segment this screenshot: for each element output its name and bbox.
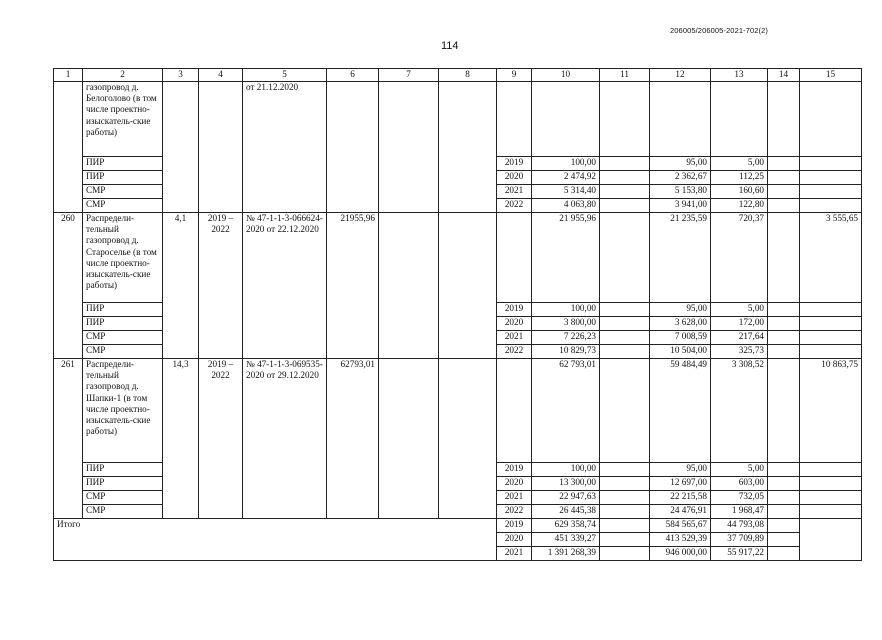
- empty-cell: [600, 491, 650, 505]
- empty-cell: [768, 519, 800, 533]
- empty-cell: [800, 185, 862, 199]
- object-cost: 62793,01: [327, 359, 379, 519]
- empty-cell: [800, 171, 862, 185]
- empty-cell: [439, 82, 497, 213]
- object-cost: [327, 82, 379, 213]
- stage-c12: 3 628,00: [650, 317, 711, 331]
- stage-c10: 26 445,38: [532, 505, 600, 519]
- totals-c13: 44 793,08: [711, 519, 768, 533]
- stage-year: 2021: [497, 331, 532, 345]
- empty-cell: [768, 463, 800, 477]
- stage-c12: 95,00: [650, 157, 711, 171]
- stage-c10: 4 063,80: [532, 199, 600, 213]
- stage-year: 2019: [497, 303, 532, 317]
- stage-c10: 3 800,00: [532, 317, 600, 331]
- empty-cell: [768, 303, 800, 317]
- totals-row: [54, 519, 862, 533]
- stage-c12: 22 215,58: [650, 491, 711, 505]
- empty-cell: [768, 533, 800, 547]
- empty-cell: [600, 213, 650, 303]
- empty-cell: [600, 185, 650, 199]
- empty-cell: [379, 82, 439, 213]
- stage-c12: 12 697,00: [650, 477, 711, 491]
- stage-label: ПИР: [83, 463, 163, 477]
- empty-cell: [800, 331, 862, 345]
- total-year: [497, 213, 532, 303]
- empty-cell: [800, 317, 862, 331]
- empty-cell: [600, 547, 650, 561]
- totals-c10: 1 391 268,39: [532, 547, 600, 561]
- empty-cell: [600, 519, 650, 533]
- stage-label: ПИР: [83, 157, 163, 171]
- total-c12: 59 484,49: [650, 359, 711, 463]
- empty-cell: [768, 199, 800, 213]
- stage-c10: 100,00: [532, 463, 600, 477]
- stage-c12: 5 153,80: [650, 185, 711, 199]
- empty-cell: [768, 185, 800, 199]
- column-number-row: [54, 69, 862, 82]
- object-period: [199, 82, 243, 213]
- object-contract: № 47-1-1-3-069535-2020 от 29.12.2020: [243, 359, 327, 519]
- col-header: 6: [327, 69, 379, 82]
- stage-c10: 7 226,23: [532, 331, 600, 345]
- object-length: 4,1: [163, 213, 199, 359]
- stage-c13: 325,73: [711, 345, 768, 359]
- empty-cell: [600, 82, 650, 157]
- totals-c13: 37 709,89: [711, 533, 768, 547]
- object-number: 260: [54, 213, 83, 359]
- empty-cell: [768, 213, 800, 303]
- col-header: 1: [54, 69, 83, 82]
- stage-c13: 172,00: [711, 317, 768, 331]
- empty-cell: [800, 157, 862, 171]
- empty-cell: [768, 547, 800, 561]
- col-header: 3: [163, 69, 199, 82]
- col-header: 13: [711, 69, 768, 82]
- stage-year: 2021: [497, 491, 532, 505]
- stage-year: 2022: [497, 345, 532, 359]
- object-length: [163, 82, 199, 213]
- stage-c12: 95,00: [650, 303, 711, 317]
- object-name: Распредели-тельный газопровод д. Староселье (в том числе проектно-изыскатель-ские работы): [83, 213, 163, 303]
- empty-cell: [768, 345, 800, 359]
- empty-cell: [600, 317, 650, 331]
- col-header: 9: [497, 69, 532, 82]
- total-c12: 21 235,59: [650, 213, 711, 303]
- stage-c13: 217,64: [711, 331, 768, 345]
- stage-c12: 2 362,67: [650, 171, 711, 185]
- stage-c13: 112,25: [711, 171, 768, 185]
- empty-cell: [379, 213, 439, 359]
- total-c10: [532, 82, 600, 157]
- stage-year: 2020: [497, 171, 532, 185]
- total-c15: 3 555,65: [800, 213, 862, 303]
- empty-cell: [800, 505, 862, 519]
- empty-cell: [768, 477, 800, 491]
- stage-c10: 100,00: [532, 157, 600, 171]
- empty-cell: [768, 505, 800, 519]
- totals-c10: 451 339,27: [532, 533, 600, 547]
- object-row: [54, 213, 862, 303]
- col-header: 8: [439, 69, 497, 82]
- stage-year: 2021: [497, 185, 532, 199]
- stage-c13: 603,00: [711, 477, 768, 491]
- total-c10: 62 793,01: [532, 359, 600, 463]
- empty-cell: [379, 359, 439, 519]
- stage-label: СМР: [83, 491, 163, 505]
- empty-cell: [600, 359, 650, 463]
- total-c13: 3 308,52: [711, 359, 768, 463]
- stage-c13: 122,80: [711, 199, 768, 213]
- totals-c10: 629 358,74: [532, 519, 600, 533]
- stage-label: СМР: [83, 185, 163, 199]
- page-number: 114: [441, 40, 459, 52]
- col-header: 12: [650, 69, 711, 82]
- empty-cell: [768, 359, 800, 463]
- totals-c13: 55 917,22: [711, 547, 768, 561]
- totals-c12: 584 565,67: [650, 519, 711, 533]
- stage-c10: 13 300,00: [532, 477, 600, 491]
- stage-c10: 100,00: [532, 303, 600, 317]
- empty-cell: [600, 463, 650, 477]
- stage-c10: 5 314,40: [532, 185, 600, 199]
- total-c12: [650, 82, 711, 157]
- total-year: [497, 359, 532, 463]
- object-number: 261: [54, 359, 83, 519]
- total-c10: 21 955,96: [532, 213, 600, 303]
- totals-year: 2019: [497, 519, 532, 533]
- data-table: [53, 68, 862, 561]
- stage-label: СМР: [83, 505, 163, 519]
- total-year: [497, 82, 532, 157]
- totals-c12: 413 529,39: [650, 533, 711, 547]
- col-header: 7: [379, 69, 439, 82]
- empty-cell: [768, 171, 800, 185]
- col-header: 15: [800, 69, 862, 82]
- col-header: 5: [243, 69, 327, 82]
- object-row: [54, 359, 862, 463]
- total-c15: [800, 82, 862, 157]
- empty-cell: [768, 331, 800, 345]
- stage-c12: 10 504,00: [650, 345, 711, 359]
- totals-c12: 946 000,00: [650, 547, 711, 561]
- stage-c10: 22 947,63: [532, 491, 600, 505]
- stage-c13: 5,00: [711, 157, 768, 171]
- empty-cell: [768, 82, 800, 157]
- object-cost: 21955,96: [327, 213, 379, 359]
- stage-c13: 732,05: [711, 491, 768, 505]
- object-contract: № 47-1-1-3-066624-2020 от 22.12.2020: [243, 213, 327, 359]
- empty-cell: [768, 157, 800, 171]
- stage-year: 2019: [497, 157, 532, 171]
- empty-cell: [600, 199, 650, 213]
- empty-cell: [800, 303, 862, 317]
- stage-label: ПИР: [83, 317, 163, 331]
- col-header: 11: [600, 69, 650, 82]
- empty-cell: [439, 213, 497, 359]
- stage-c13: 1 968,47: [711, 505, 768, 519]
- stage-label: СМР: [83, 345, 163, 359]
- stage-c13: 5,00: [711, 463, 768, 477]
- stage-c13: 5,00: [711, 303, 768, 317]
- empty-cell: [600, 477, 650, 491]
- total-c15: 10 863,75: [800, 359, 862, 463]
- empty-cell: [600, 157, 650, 171]
- empty-cell: [768, 317, 800, 331]
- stage-label: СМР: [83, 331, 163, 345]
- empty-cell: [800, 463, 862, 477]
- object-row: [54, 82, 862, 157]
- empty-cell: [800, 519, 862, 561]
- object-name: газопровод д. Белоголово (в том числе проектно-изыскатель-ские работы): [83, 82, 163, 157]
- stage-year: 2020: [497, 317, 532, 331]
- object-length: 14,3: [163, 359, 199, 519]
- empty-cell: [600, 533, 650, 547]
- stage-c13: 160,60: [711, 185, 768, 199]
- totals-label: Итого: [54, 519, 497, 561]
- object-number: [54, 82, 83, 213]
- col-header: 14: [768, 69, 800, 82]
- empty-cell: [800, 345, 862, 359]
- stage-year: 2022: [497, 199, 532, 213]
- stage-c10: 2 474,92: [532, 171, 600, 185]
- empty-cell: [800, 491, 862, 505]
- stage-c12: 3 941,00: [650, 199, 711, 213]
- document-id: 206005/206005-2021-702(2): [670, 26, 768, 35]
- col-header: 4: [199, 69, 243, 82]
- col-header: 10: [532, 69, 600, 82]
- total-c13: [711, 82, 768, 157]
- stage-label: ПИР: [83, 171, 163, 185]
- empty-cell: [800, 199, 862, 213]
- empty-cell: [439, 359, 497, 519]
- empty-cell: [600, 171, 650, 185]
- stage-year: 2022: [497, 505, 532, 519]
- object-period: 2019 – 2022: [199, 359, 243, 519]
- stage-label: ПИР: [83, 477, 163, 491]
- totals-year: 2021: [497, 547, 532, 561]
- stage-c10: 10 829,73: [532, 345, 600, 359]
- stage-label: СМР: [83, 199, 163, 213]
- object-period: 2019 – 2022: [199, 213, 243, 359]
- stage-c12: 7 008,59: [650, 331, 711, 345]
- stage-label: ПИР: [83, 303, 163, 317]
- object-name: Распредели-тельный газопровод д. Шапки-1 (в том числе проектно-изыскатель-ские работы): [83, 359, 163, 463]
- col-header: 2: [83, 69, 163, 82]
- empty-cell: [600, 331, 650, 345]
- empty-cell: [600, 303, 650, 317]
- total-c13: 720,37: [711, 213, 768, 303]
- stage-c12: 95,00: [650, 463, 711, 477]
- empty-cell: [800, 477, 862, 491]
- empty-cell: [600, 345, 650, 359]
- stage-year: 2019: [497, 463, 532, 477]
- object-contract: от 21.12.2020: [243, 82, 327, 213]
- empty-cell: [768, 491, 800, 505]
- stage-c12: 24 476,91: [650, 505, 711, 519]
- totals-year: 2020: [497, 533, 532, 547]
- empty-cell: [600, 505, 650, 519]
- stage-year: 2020: [497, 477, 532, 491]
